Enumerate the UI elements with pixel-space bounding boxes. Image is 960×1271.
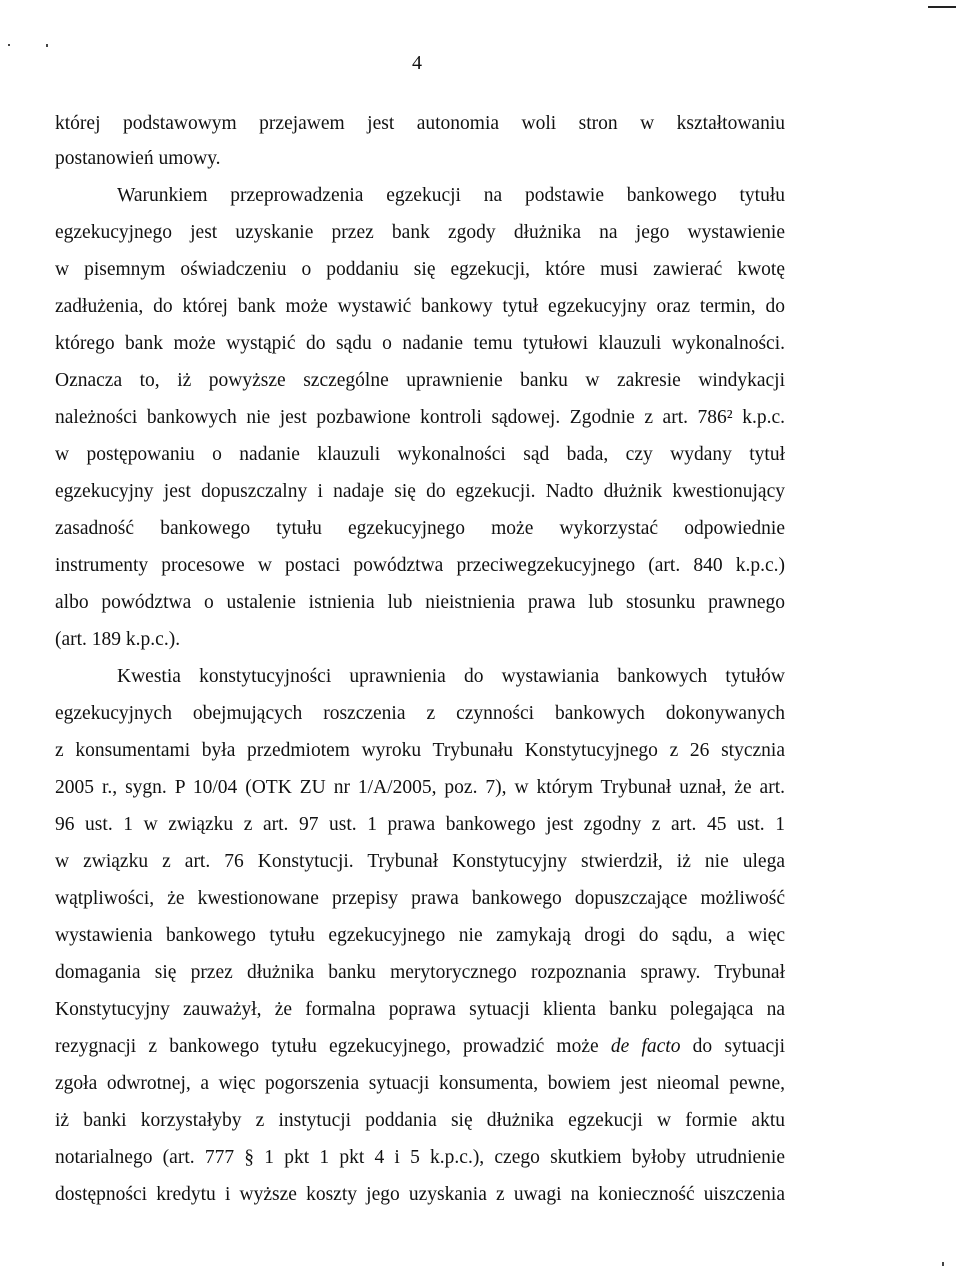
text-line: Konstytucyjny zauważył, że formalna poprawa sytuacji klienta banku polegająca na bbox=[55, 999, 785, 1020]
text-line: albo powództwa o ustalenie istnienia lub nieistnienia prawa lub stosunku prawnego bbox=[55, 592, 785, 613]
text-segment: do sytuacji bbox=[692, 1036, 786, 1057]
text-line: zasadność bankowego tytułu egzekucyjnego może wykorzystać odpowiednie bbox=[55, 518, 785, 539]
text-line: Oznacza to, iż powyższe szczególne uprawnienie banku w zakresie windykacji bbox=[55, 370, 785, 391]
text-line: Warunkiem przeprowadzenia egzekucji na podstawie bankowego tytułu bbox=[117, 185, 785, 206]
text-line: egzekucyjny jest dopuszczalny i nadaje się do egzekucji. Nadto dłużnik kwestionujący bbox=[55, 481, 785, 502]
text-line: 2005 r., sygn. P 10/04 (OTK ZU nr 1/A/2005, poz. 7), w którym Trybunał uznał, że art. bbox=[55, 777, 785, 798]
text-line: Kwestia konstytucyjności uprawnienia do wystawiania bankowych tytułów bbox=[117, 666, 785, 687]
scan-artifact bbox=[942, 1262, 944, 1266]
text-line: 96 ust. 1 w związku z art. 97 ust. 1 prawa bankowego jest zgodny z art. 45 ust. 1 bbox=[55, 814, 785, 835]
page-number: 4 bbox=[412, 52, 422, 74]
text-line: którego bank może wystąpić do sądu o nadanie temu tytułowi klauzuli wykonalności. bbox=[55, 333, 785, 354]
text-line-with-italic bbox=[55, 1035, 785, 1059]
text-line: instrumenty procesowe w postaci powództwa przeciwegzekucyjnego (art. 840 k.p.c.) bbox=[55, 555, 785, 576]
text-line: notarialnego (art. 777 § 1 pkt 1 pkt 4 i 5 k.p.c.), czego skutkiem byłoby utrudnienie bbox=[55, 1147, 785, 1168]
text-line: w postępowaniu o nadanie klauzuli wykonalności sąd bada, czy wydany tytuł bbox=[55, 444, 785, 465]
text-line: wystawienia bankowego tytułu egzekucyjnego nie zamykają drogi do sądu, a więc bbox=[55, 925, 785, 946]
text-line: zgoła odwrotnej, a więc pogorszenia sytuacji konsumenta, bowiem jest nieomal pewne, bbox=[55, 1073, 785, 1094]
text-line: dostępności kredytu i wyższe koszty jego uzyskania z uwagi na konieczność uiszczenia bbox=[55, 1184, 785, 1205]
text-segment: rezygnacji z bankowego tytułu egzekucyjnego, prowadzić może bbox=[55, 1036, 599, 1057]
text-line: z konsumentami była przedmiotem wyroku Trybunału Konstytucyjnego z 26 stycznia bbox=[55, 740, 785, 761]
text-line: należności bankowych nie jest pozbawione kontroli sądowej. Zgodnie z art. 786² k.p.c. bbox=[55, 407, 785, 428]
text-line: wątpliwości, że kwestionowane przepisy prawa bankowego dopuszczające możliwość bbox=[55, 888, 785, 909]
scan-artifact bbox=[46, 44, 48, 47]
text-line: postanowień umowy. bbox=[55, 148, 221, 169]
text-line: w związku z art. 76 Konstytucji. Trybunał Konstytucyjny stwierdził, iż nie ulega bbox=[55, 851, 785, 872]
text-line: (art. 189 k.p.c.). bbox=[55, 629, 181, 650]
text-line: egzekucyjnego jest uzyskanie przez bank zgody dłużnika na jego wystawienie bbox=[55, 222, 785, 243]
scan-artifact bbox=[928, 6, 956, 8]
text-line: której podstawowym przejawem jest autonomia woli stron w kształtowaniu bbox=[55, 113, 785, 134]
text-line: w pisemnym oświadczeniu o poddaniu się egzekucji, które musi zawierać kwotę bbox=[55, 259, 785, 280]
text-line: zadłużenia, do której bank może wystawić bankowy tytuł egzekucyjny oraz termin, do bbox=[55, 296, 785, 317]
text-line: iż banki korzystałyby z instytucji poddania się dłużnika egzekucji w formie aktu bbox=[55, 1110, 785, 1131]
text-line: egzekucyjnych obejmujących roszczenia z czynności bankowych dokonywanych bbox=[55, 703, 785, 724]
italic-phrase: de facto bbox=[610, 1036, 681, 1057]
scan-artifact bbox=[8, 44, 10, 46]
text-line: domagania się przez dłużnika banku merytorycznego rozpoznania sprawy. Trybunał bbox=[55, 962, 785, 983]
